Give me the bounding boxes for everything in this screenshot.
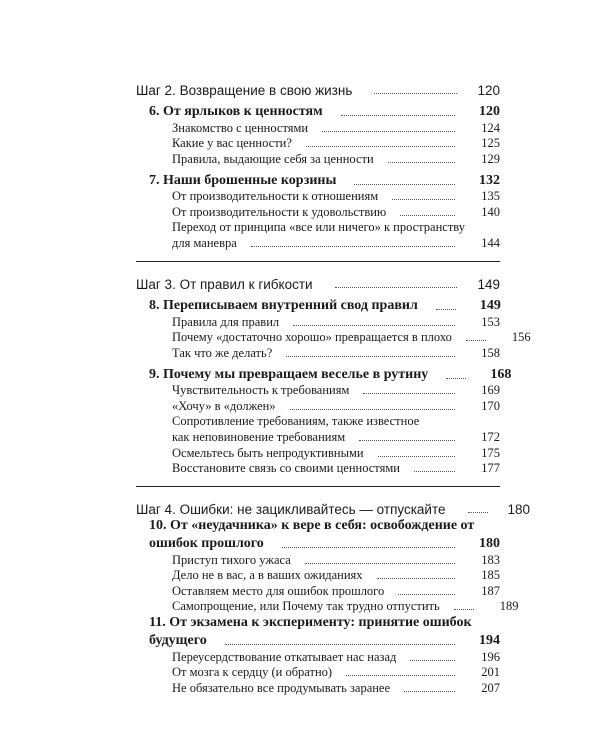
page-number: 180: [479, 536, 500, 551]
page-number: 149: [477, 277, 500, 292]
section-title: Чувствительность к требованиям: [172, 383, 355, 398]
divider: [136, 486, 500, 487]
toc-step-3[interactable]: [136, 270, 500, 292]
chapter-title: 8. Переписываем внутренний свод правил: [149, 298, 424, 314]
dot-leader: [305, 562, 455, 564]
dot-leader: [293, 324, 455, 326]
page-number: 124: [481, 120, 500, 135]
page-number: 168: [490, 366, 512, 382]
dot-leader: [322, 130, 455, 132]
chapter-title-line-1: 11. От экзамена к эксперименту: принятие ошибок: [149, 615, 472, 630]
dot-leader: [392, 198, 455, 200]
chapter-title: 6. От ярлыков к ценностям: [149, 104, 329, 120]
toc-step-4[interactable]: [136, 495, 531, 517]
section-title: Оставляем место для ошибок прошлого: [172, 584, 390, 599]
toc-section[interactable]: [136, 649, 500, 665]
section-title-line-2: для маневра: [172, 236, 243, 251]
section-title-line-2: как неповиновение требованиям: [172, 430, 351, 445]
dot-leader: [374, 92, 457, 94]
toc-section[interactable]: [136, 680, 500, 696]
section-title: От производительности к удовольствию: [172, 205, 392, 220]
dot-leader: [388, 161, 456, 163]
section-title: Знакомство с ценностями: [172, 121, 314, 136]
page-number: 144: [481, 236, 500, 250]
section-title: Приступ тихого ужаса: [172, 553, 297, 568]
dot-leader: [436, 308, 456, 310]
toc-section[interactable]: [136, 220, 500, 252]
toc-section[interactable]: [136, 151, 500, 167]
section-title: Дело не в вас, а в ваших ожиданиях: [172, 568, 369, 583]
section-title: Осмельтесь быть непродуктивными: [172, 446, 370, 461]
page-number: 140: [481, 204, 500, 219]
page-number: 120: [479, 104, 500, 119]
dot-leader: [306, 145, 455, 147]
page-number: 153: [481, 314, 500, 329]
page-number: 132: [479, 172, 500, 188]
toc-section[interactable]: [136, 330, 531, 346]
toc-section[interactable]: [136, 414, 500, 446]
page-number: 201: [481, 665, 500, 679]
toc-section[interactable]: [136, 189, 500, 205]
toc-section[interactable]: [136, 461, 500, 477]
step-4-block: [136, 495, 531, 700]
toc-section[interactable]: [136, 552, 500, 568]
table-of-contents: [136, 76, 531, 700]
page-number: 149: [479, 298, 501, 313]
page-number: 189: [499, 599, 519, 613]
dot-leader: [359, 439, 455, 441]
section-title: Не обязательно все продумывать заранее: [172, 681, 396, 696]
section-title: Самопрощение, или Почему так трудно отпустить: [172, 599, 446, 614]
page-number: 135: [481, 189, 500, 203]
section-title: От производительности к отношениям: [172, 189, 384, 204]
chapter-title-line-2: ошибок прошлого: [149, 536, 270, 552]
page-number: 194: [479, 633, 500, 648]
step-title: Шаг 4. Ошибки: не зацикливайтесь — отпускайте: [136, 502, 452, 517]
chapter-title: 9. Почему мы превращаем веселье в рутину: [149, 367, 434, 383]
step-title: Шаг 2. Возвращение в свою жизнь: [136, 83, 358, 98]
toc-section[interactable]: [136, 120, 500, 136]
dot-leader: [363, 392, 455, 394]
toc-section[interactable]: [136, 583, 500, 599]
section-title: Переусердствование откатывает нас назад: [172, 650, 402, 665]
section-title: Правила, выдающие себя за ценности: [172, 152, 380, 167]
toc-chapter-11[interactable]: [136, 614, 500, 649]
page-number: 156: [511, 330, 531, 344]
toc-section[interactable]: [136, 398, 500, 414]
toc-section[interactable]: [136, 314, 500, 330]
page-number: 177: [481, 461, 500, 475]
section-title-line-1: Переход от принципа «все или ничего» к пространству: [172, 219, 466, 234]
toc-chapter-6[interactable]: [136, 98, 500, 120]
step-3-block: [136, 270, 531, 480]
toc-chapter-10[interactable]: [136, 517, 500, 552]
dot-leader: [335, 286, 458, 288]
page-number: 120: [477, 83, 500, 98]
page-number: 183: [481, 552, 500, 567]
toc-step-2[interactable]: [136, 76, 500, 98]
page-number: 207: [481, 680, 500, 695]
dot-leader: [377, 577, 456, 579]
page-number: 172: [481, 430, 500, 444]
page-number: 169: [481, 383, 500, 397]
toc-section[interactable]: [136, 665, 500, 681]
section-title-line-1: Сопротивление требованиям, также известное: [172, 413, 420, 428]
dot-leader: [290, 408, 456, 410]
section-title: От мозга к сердцу (и обратно): [172, 665, 338, 680]
toc-chapter-9[interactable]: [136, 361, 512, 383]
toc-section[interactable]: [136, 204, 500, 220]
toc-chapter-7[interactable]: [136, 167, 500, 189]
page-number: 175: [481, 445, 500, 460]
step-2-block: [136, 76, 500, 255]
dot-leader: [286, 355, 455, 357]
dot-leader: [346, 674, 455, 676]
dot-leader: [414, 470, 455, 472]
page-number: 180: [507, 502, 531, 517]
section-title: Восстановите связь со своими ценностями: [172, 461, 406, 476]
section-title: Какие у вас ценности?: [172, 136, 298, 151]
page-number: 158: [481, 345, 500, 360]
section-title: Так что же делать?: [172, 346, 278, 361]
toc-section[interactable]: [136, 568, 500, 584]
page-number: 187: [481, 583, 500, 598]
dot-leader: [251, 245, 455, 247]
page-number: 185: [481, 568, 500, 582]
section-title: Правила для правил: [172, 315, 285, 330]
dot-leader: [466, 339, 486, 341]
toc-section[interactable]: [136, 383, 500, 399]
dot-leader: [282, 546, 455, 548]
dot-leader: [446, 377, 466, 379]
dot-leader: [404, 690, 455, 692]
dot-leader: [225, 643, 455, 645]
dot-leader: [378, 455, 456, 457]
toc-section[interactable]: [136, 599, 519, 615]
dot-leader: [400, 214, 455, 216]
page-number: 170: [481, 398, 500, 413]
page-number: 125: [481, 136, 500, 150]
chapter-title-line-2: будущего: [149, 633, 213, 649]
chapter-title-line-1: 10. От «неудачника» к вере в себя: освобождение от: [149, 518, 475, 533]
dot-leader: [454, 608, 474, 610]
page-number: 129: [481, 151, 500, 166]
section-title: «Хочу» в «должен»: [172, 399, 282, 414]
dot-leader: [341, 114, 455, 116]
divider: [136, 261, 500, 262]
dot-leader: [354, 183, 455, 185]
section-title: Почему «достаточно хорошо» превращается в плохо: [172, 330, 458, 345]
step-title: Шаг 3. От правил к гибкости: [136, 277, 319, 292]
toc-chapter-8[interactable]: [136, 292, 500, 314]
toc-section[interactable]: [136, 345, 500, 361]
toc-section[interactable]: [136, 445, 500, 461]
chapter-title: 7. Наши брошенные корзины: [149, 173, 342, 189]
dot-leader: [410, 659, 455, 661]
dot-leader: [468, 511, 488, 513]
toc-section[interactable]: [136, 136, 500, 152]
dot-leader: [398, 593, 455, 595]
page-number: 196: [481, 649, 500, 664]
